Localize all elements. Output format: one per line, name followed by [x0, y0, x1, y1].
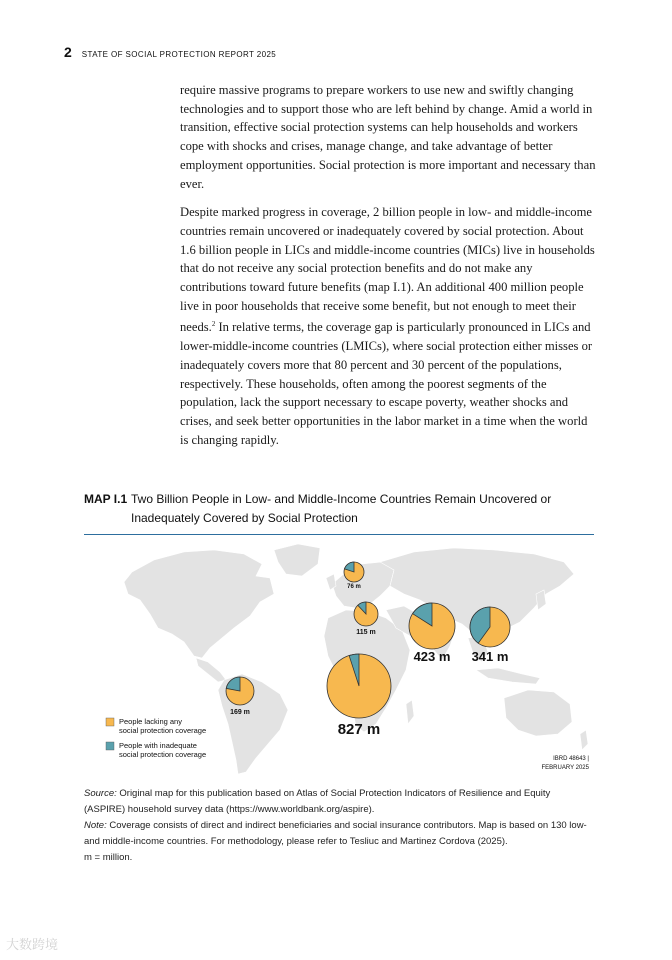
madagascar-shape [406, 700, 414, 724]
body-text [180, 81, 598, 460]
map-label: MAP I.1 [84, 492, 128, 506]
bubble-label-south-asia: 423 m [413, 649, 451, 664]
note-text: Coverage consists of direct and indirect beneficiaries and social insurance contributors. Map is based on 130 low- and middle-income countries. For methodology, please refer to Tesliuc and Martinez Cordova (2025). [84, 820, 587, 847]
paragraph-1: require massive programs to prepare workers to use new and swiftly changing technologies and to support those who are left behind by change. Amid a world in transition, effective social protection systems can help households and workers cope with shocks and crises, manage change, and take advantage of better employment opportunities. Social protection is more important and necessary than ever. [180, 83, 596, 191]
ibrd-stamp [542, 756, 590, 771]
central-america-shape [196, 658, 226, 682]
paragraph-2-part-b: In relative terms, the coverage gap is particularly pronounced in LICs and lower-middle-income countries (LMICs), where social protection either misses or inadequately covers more that 80 percent and 30 percent of the populations, respectively. These households, often among the poorest segments of the population, lack the support necessary to escape poverty, weather shocks and crises, and seek better opportunities in the labor market in a time when the world is changing rapidly. [180, 320, 593, 447]
caption-rule [84, 534, 594, 535]
bubble-label-middle-east-and-north-africa: 115 m [356, 629, 376, 636]
map-title: Two Billion People in Low- and Middle-Income Countries Remain Uncovered or Inadequately Covered by Social Protection [131, 492, 552, 525]
bubble-middle-east-and-north-africa [354, 602, 378, 636]
map-legend [106, 717, 206, 759]
source-note [84, 786, 594, 818]
bubble-south-asia [409, 603, 455, 664]
bubble-label-sub-saharan-africa: 827 m [337, 721, 381, 738]
ibrd-date: FEBRUARY 2025 [541, 765, 589, 771]
greenland-shape [274, 544, 320, 576]
million-definition: m = million. [84, 852, 133, 863]
watermark: 大数跨境 [6, 938, 59, 953]
japan-shape [536, 590, 546, 610]
footnote-reference[interactable]: 2 [211, 320, 216, 329]
legend-lacking-line2: social protection coverage [119, 726, 207, 735]
legend-swatch-lacking [106, 718, 114, 726]
bubble-east-asia-and-pacific [470, 607, 510, 664]
bubble-label-latin-america-and-the-caribbean: 169 m [230, 709, 250, 716]
legend-lacking-line1: People lacking any [119, 717, 182, 726]
legend-inadequate-line1: People with inadequate [119, 741, 197, 750]
legend-swatch-inadequate [106, 742, 114, 750]
world-map [84, 538, 594, 778]
source-text: Original map for this publication based on Atlas of Social Protection Indicators of Resilience and Equity (ASPIRE) household survey data (https://www.worldbank.org/aspire). [84, 788, 551, 815]
indonesia-shape [476, 668, 540, 684]
running-title: STATE OF SOCIAL PROTECTION REPORT 2025 [81, 50, 277, 59]
source-label: Source: [84, 788, 117, 799]
legend-inadequate-line2: social protection coverage [119, 750, 207, 759]
page-number: 2 [64, 44, 72, 60]
map-notes [84, 786, 594, 866]
paragraph-2-part-a: Despite marked progress in coverage, 2 billion people in low- and middle-income countries remain uncovered or inadequately covered by social protection. About 1.6 billion people in LICs and middle-income countries (MICs) live in households that do not receive any social protection benefits and do not make any contributions toward future benefits (map I.1). An additional 400 million people live in poor households that receive some benefit, but not enough to meet their needs. [180, 205, 595, 335]
north-america-shape [124, 550, 274, 658]
bubble-label-east-asia-and-pacific: 341 m [471, 649, 509, 664]
map-caption [84, 490, 604, 528]
world-map-figure [84, 538, 594, 778]
bubble-latin-america-and-the-caribbean [226, 677, 254, 716]
australia-shape [504, 690, 572, 736]
note [84, 818, 594, 850]
new-zealand-shape [580, 730, 588, 750]
bubble-label-europe-and-central-asia: 76 m [347, 584, 361, 590]
paragraph-2 [180, 203, 598, 449]
running-header [64, 44, 276, 60]
bubble-sub-saharan-africa [327, 654, 391, 738]
ibrd-number: IBRD 48643 | [553, 756, 589, 762]
note-label: Note: [84, 820, 107, 831]
